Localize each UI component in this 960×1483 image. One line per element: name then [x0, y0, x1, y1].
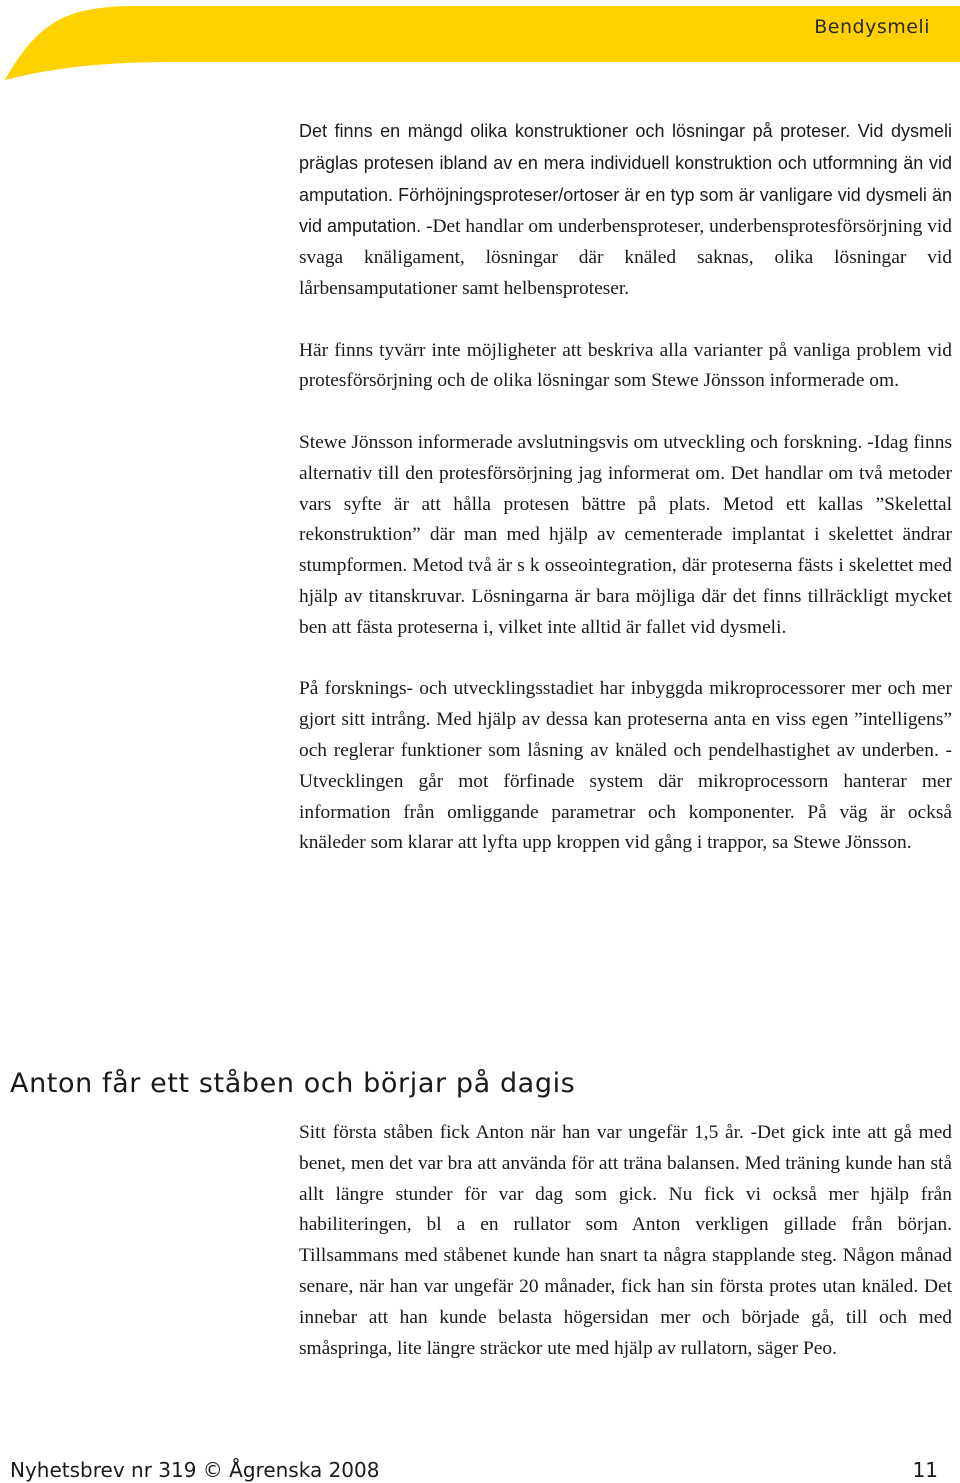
paragraph-research: Stewe Jönsson informerade avslutningsvis om utveckling och forskning. -Idag finns alternativ till den protesförsörjning jag informerat om. Det handlar om två metoder vars syfte är att hålla protesen bättre på plats. Metod ett kallas ”Skelettal rekonstruktion” där man med hjälp av cementerade implantat i skelettet ändrar stumpformen. Metod två är s k osseointegration, där proteserna fästs i skelettet med hjälp av titanskruvar. Lösningarna är bara möjliga där det finns tillräckligt mycket ben att fästa proteserna i, vilket inte alltid är fallet vid dysmeli.	[299, 431, 952, 638]
section-title: Bendysmeli	[814, 16, 930, 38]
paragraph-intro	[299, 116, 952, 305]
section-heading: Anton får ett ståben och börjar på dagis	[10, 1068, 576, 1099]
article-column-top	[299, 116, 952, 859]
paragraph-anton: Sitt första ståben fick Anton när han var ungefär 1,5 år. -Det gick inte att gå med benet, men det var bra att använda för att träna balansen. Med träning kunde han stå allt längre stunder för var dag som gick. Nu fick vi också mer hjälp från habiliteringen, bl a en rullator som Anton verkligen gillade från början. Tillsammans med ståbenet kunde han snart ta några stapplande steg. Någon månad senare, när han var ungefär 20 månader, fick han sin första protes utan knäled. Det innebar att han kunde belasta högersidan mer och började gå, till och med småspringa, lite längre sträckor ute med hjälp av rullatorn, säger Peo.	[299, 1122, 952, 1359]
paragraph-intro-sans: Det finns en mängd olika konstruktioner och lösningar på proteser. Vid dysmeli präglas protesen ibland av en mera individuell konstruktion och utformning än vid amputation. Förhöjningsproteser/ortoser är en typ som är vanligare vid dysmeli än vid amputation.	[299, 121, 952, 237]
paragraph-microprocessors: På forsknings- och utvecklingsstadiet har inbyggda mikroprocessorer mer och mer gjort sitt intrång. Med hjälp av dessa kan proteserna anta en viss egen ”intelligens” och reglerar funktioner som låsning av knäled och pendelhastighet av underben. -Utvecklingen går mot förfinade system där mikroprocessorn hanterar mer information från omliggande parametrar och komponenter. På väg är också knäleder som klarar att lyfta upp kroppen vid gång i trappor, sa Stewe Jönsson.	[299, 678, 952, 854]
header-banner	[0, 0, 960, 90]
paragraph-variants: Här finns tyvärr inte möjligheter att beskriva alla varianter på vanliga problem vid protesförsörjning och de olika lösningar som Stewe Jönsson informerade om.	[299, 339, 952, 392]
publication-info: Nyhetsbrev nr 319 © Ågrenska 2008	[10, 1458, 380, 1482]
article-column-bottom	[299, 1118, 952, 1364]
page-number: 11	[912, 1458, 938, 1482]
paragraph-intro-serif: -Det handlar om underbensproteser, underbensprotesförsörjning vid svaga knäligament, lösningar där knäled saknas, olika lösningar vid lårbensamputationer samt helbensproteser.	[299, 216, 953, 299]
